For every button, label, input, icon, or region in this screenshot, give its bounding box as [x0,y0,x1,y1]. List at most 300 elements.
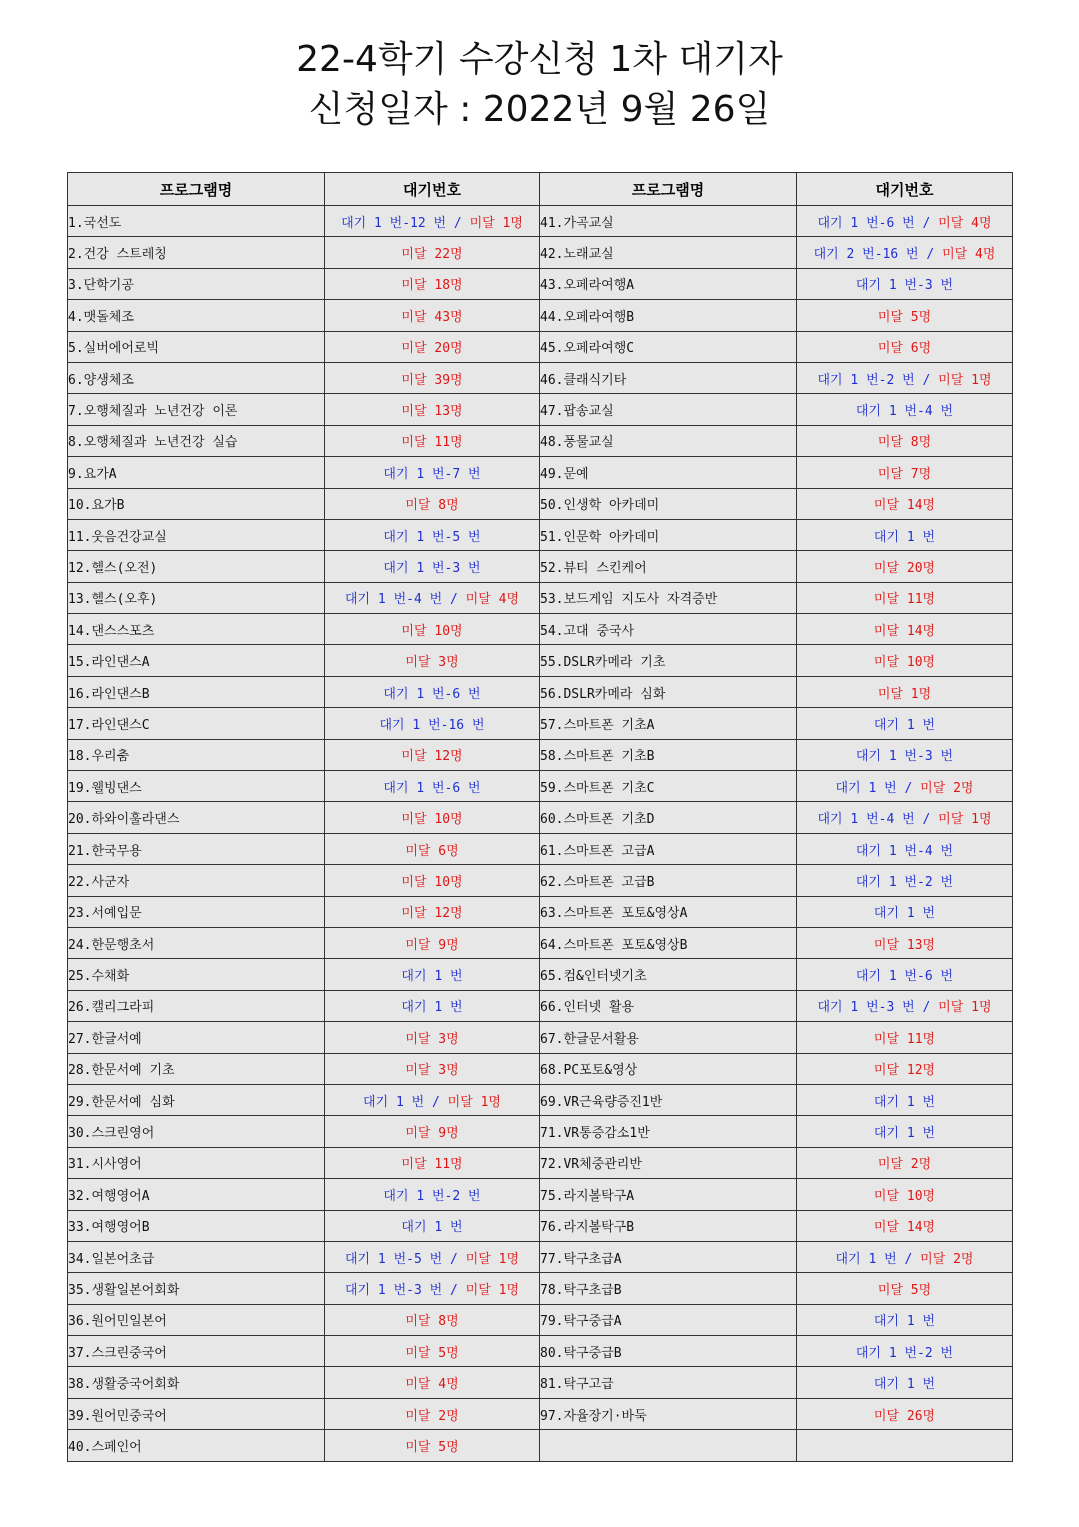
shortfall-count: 미달 14명 [873,1220,936,1236]
program-name-cell: 69.VR근육량증진1반 [540,1084,797,1115]
wait-number-cell [325,865,540,896]
program-name-cell: 42.노래교실 [540,237,797,268]
shortfall-count: 미달 14명 [873,498,936,514]
wait-number-cell [797,300,1013,331]
program-name-cell: 27.한글서예 [68,1022,325,1053]
wait-number-cell [797,1367,1013,1398]
wait-number-cell [325,645,540,676]
separator: / [914,372,939,388]
table-row [68,1084,1013,1115]
shortfall-count: 미달 1명 [469,215,523,231]
program-name-cell: 28.한문서예 기초 [68,1053,325,1084]
wait-number-cell [797,394,1013,425]
wait-number-cell [797,582,1013,613]
wait-number-cell [797,1398,1013,1429]
table-row [68,1398,1013,1429]
shortfall-count: 미달 9명 [405,937,459,953]
wait-number-cell [797,1084,1013,1115]
separator: / [446,215,470,231]
program-name-cell: 31.시사영어 [68,1147,325,1178]
program-name-cell: 49.문예 [540,457,797,488]
wait-number-cell [797,865,1013,896]
shortfall-count: 미달 13명 [401,404,463,420]
wait-number-cell [325,1147,540,1178]
wait-number-cell [797,551,1013,582]
wait-number-cell [325,896,540,927]
waitlist-range: 대기 1 번-12 번 [341,215,447,231]
shortfall-count: 미달 6명 [405,843,459,859]
waitlist-range: 대기 1 번-6 번 [817,215,915,231]
table-row [68,457,1013,488]
separator: / [914,812,939,828]
wait-number-cell [325,708,540,739]
waitlist-range: 대기 2 번-16 번 [813,247,919,263]
waitlist-range: 대기 1 번 [873,717,936,733]
waitlist-range: 대기 1 번-7 번 [383,466,481,482]
table-row [68,614,1013,645]
wait-number-cell [797,959,1013,990]
wait-number-cell [325,582,540,613]
table-row [68,519,1013,550]
waitlist-range: 대기 1 번-4 번 [855,843,954,859]
wait-number-cell [325,1367,540,1398]
program-name-cell: 76.라지볼탁구B [540,1210,797,1241]
shortfall-count: 미달 20명 [873,560,936,576]
shortfall-count: 미달 4명 [465,592,519,608]
table-row [68,1241,1013,1272]
table-row [68,551,1013,582]
wait-number-cell [797,1430,1013,1461]
wait-number-cell [797,457,1013,488]
table-row [68,300,1013,331]
wait-number-cell [325,206,540,237]
shortfall-count: 미달 2명 [877,1157,932,1173]
table-row [68,206,1013,237]
waitlist-range: 대기 1 번 [873,906,936,922]
separator: / [896,780,921,796]
program-name-cell: 3.단학기공 [68,268,325,299]
table-row [68,1053,1013,1084]
wait-number-cell [797,425,1013,456]
wait-number-cell [797,268,1013,299]
wait-number-cell [325,331,540,362]
wait-number-cell [797,1273,1013,1304]
program-name-cell: 13.헬스(오후) [68,582,325,613]
program-name-cell: 52.뷰티 스킨케어 [540,551,797,582]
table-row [68,833,1013,864]
program-name-cell: 68.PC포토&영상 [540,1053,797,1084]
program-name-cell: 43.오페라여행A [540,268,797,299]
wait-number-cell [797,1116,1013,1147]
wait-number-cell [797,331,1013,362]
shortfall-count: 미달 1명 [877,686,932,702]
program-name-cell: 78.탁구초급B [540,1273,797,1304]
shortfall-count: 미달 2명 [405,1408,459,1424]
program-name-cell: 77.탁구초급A [540,1241,797,1272]
waitlist-range: 대기 1 번-5 번 [383,529,481,545]
program-name-cell: 41.가곡교실 [540,206,797,237]
wait-number-cell [325,1084,540,1115]
waitlist-range: 대기 1 번-3 번 [855,749,954,765]
program-name-cell: 54.고대 중국사 [540,614,797,645]
waitlist-range: 대기 1 번-2 번 [817,372,915,388]
shortfall-count: 미달 20명 [401,341,463,357]
waitlist-range: 대기 1 번-6 번 [383,780,481,796]
document-title: 22-4학기 수강신청 1차 대기자 [296,39,783,80]
program-name-cell: 56.DSLR카메라 심화 [540,676,797,707]
shortfall-count: 미달 5명 [405,1439,459,1455]
waitlist-range: 대기 1 번-3 번 [344,1282,443,1298]
shortfall-count: 미달 13명 [873,937,936,953]
shortfall-count: 미달 4명 [942,247,996,263]
waitlist-range: 대기 1 번 [835,780,897,796]
waitlist-range: 대기 1 번 [873,1094,936,1110]
shortfall-count: 미달 10명 [873,1188,936,1204]
shortfall-count: 미달 11명 [401,435,463,451]
table-row [68,331,1013,362]
program-name-cell: 5.실버에어로빅 [68,331,325,362]
program-name-cell: 18.우리춤 [68,739,325,770]
waitlist-range: 대기 1 번-4 번 [344,592,443,608]
waitlist-range: 대기 1 번-3 번 [383,560,481,576]
wait-number-cell [797,927,1013,958]
wait-number-cell [325,1398,540,1429]
table-row [68,362,1013,393]
program-name-cell: 35.생활일본어회화 [68,1273,325,1304]
wait-number-cell [797,676,1013,707]
program-name-cell: 2.건강 스트레칭 [68,237,325,268]
shortfall-count: 미달 14명 [873,623,936,639]
program-name-cell: 36.원어민일본어 [68,1304,325,1335]
shortfall-count: 미달 1명 [938,372,992,388]
shortfall-count: 미달 11명 [401,1157,463,1173]
wait-number-cell [797,833,1013,864]
wait-number-cell [325,457,540,488]
shortfall-count: 미달 5명 [405,1345,459,1361]
shortfall-count: 미달 12명 [401,749,463,765]
table-row [68,645,1013,676]
wait-number-cell [325,676,540,707]
program-name-cell: 44.오페라여행B [540,300,797,331]
table-row [68,1116,1013,1147]
wait-number-cell [325,802,540,833]
shortfall-count: 미달 1명 [465,1251,519,1267]
wait-number-cell [325,1116,540,1147]
table-row [68,771,1013,802]
wait-number-cell [797,990,1013,1021]
waitlist-range: 대기 1 번 [401,969,463,985]
wait-number-cell [797,1179,1013,1210]
wait-number-cell [797,802,1013,833]
wait-number-cell [325,1304,540,1335]
column-header-waitnum-left: 대기번호 [325,173,540,206]
program-name-cell: 14.댄스스포츠 [68,614,325,645]
wait-number-cell [797,614,1013,645]
program-name-cell: 48.풍물교실 [540,425,797,456]
program-name-cell: 50.인생학 아카데미 [540,488,797,519]
wait-number-cell [797,1336,1013,1367]
wait-number-cell [325,551,540,582]
program-name-cell: 9.요가A [68,457,325,488]
table-header-row [68,173,1013,206]
table-row [68,708,1013,739]
shortfall-count: 미달 1명 [938,812,992,828]
shortfall-count: 미달 43명 [401,309,463,325]
wait-number-cell [797,1147,1013,1178]
wait-number-cell [325,990,540,1021]
program-name-cell: 33.여행영어B [68,1210,325,1241]
wait-number-cell [797,488,1013,519]
wait-number-cell [797,1053,1013,1084]
program-name-cell: 57.스마트폰 기초A [540,708,797,739]
waitlist-range: 대기 1 번 [873,1314,936,1330]
wait-number-cell [325,488,540,519]
program-name-cell: 25.수채화 [68,959,325,990]
waitlist-table [67,172,1013,1462]
waitlist-range: 대기 1 번-16 번 [379,717,485,733]
waitlist-range: 대기 1 번-5 번 [344,1251,443,1267]
waitlist-range: 대기 1 번-4 번 [855,404,954,420]
table-row [68,1179,1013,1210]
wait-number-cell [797,362,1013,393]
wait-number-cell [797,739,1013,770]
shortfall-count: 미달 8명 [877,435,932,451]
program-name-cell: 7.오행체질과 노년건강 이론 [68,394,325,425]
shortfall-count: 미달 2명 [920,780,974,796]
program-name-cell: 39.원어민중국어 [68,1398,325,1429]
wait-number-cell [325,739,540,770]
program-name-cell: 8.오행체질과 노년건강 실습 [68,425,325,456]
shortfall-count: 미달 22명 [401,247,463,263]
waitlist-range: 대기 1 번-2 번 [855,874,954,890]
shortfall-count: 미달 10명 [401,812,463,828]
table-row [68,990,1013,1021]
table-row [68,394,1013,425]
table-row [68,268,1013,299]
table-row [68,1273,1013,1304]
waitlist-range: 대기 1 번-3 번 [817,1000,915,1016]
wait-number-cell [797,1304,1013,1335]
wait-number-cell [325,237,540,268]
waitlist-range: 대기 1 번-4 번 [817,812,915,828]
wait-number-cell [797,1241,1013,1272]
wait-number-cell [797,237,1013,268]
wait-number-cell [325,425,540,456]
waitlist-range: 대기 1 번-2 번 [855,1345,954,1361]
shortfall-count: 미달 10명 [401,874,463,890]
program-name-cell: 20.하와이훌라댄스 [68,802,325,833]
program-name-cell: 1.국선도 [68,206,325,237]
table-row [68,896,1013,927]
wait-number-cell [325,394,540,425]
shortfall-count: 미달 4명 [938,215,992,231]
wait-number-cell [797,1210,1013,1241]
shortfall-count: 미달 6명 [877,341,932,357]
program-name-cell: 6.양생체조 [68,362,325,393]
waitlist-range: 대기 1 번 [401,1220,463,1236]
shortfall-count: 미달 12명 [873,1063,936,1079]
program-name-cell: 59.스마트폰 기초C [540,771,797,802]
column-header-waitnum-right: 대기번호 [797,173,1013,206]
column-header-program-right: 프로그램명 [540,173,797,206]
table-row [68,1147,1013,1178]
program-name-cell: 81.탁구고급 [540,1367,797,1398]
shortfall-count: 미달 1명 [465,1282,519,1298]
wait-number-cell [797,206,1013,237]
shortfall-count: 미달 4명 [405,1377,459,1393]
program-name-cell: 51.인문학 아카데미 [540,519,797,550]
separator: / [442,592,466,608]
waitlist-range: 대기 1 번 [873,529,936,545]
wait-number-cell [325,1022,540,1053]
wait-number-cell [325,614,540,645]
program-name-cell: 53.보드게임 지도사 자격증반 [540,582,797,613]
column-header-program-left: 프로그램명 [68,173,325,206]
program-name-cell: 64.스마트폰 포토&영상B [540,927,797,958]
table-row [68,425,1013,456]
wait-number-cell [797,645,1013,676]
program-name-cell: 61.스마트폰 고급A [540,833,797,864]
table-row [68,1304,1013,1335]
wait-number-cell [325,1430,540,1461]
program-name-cell: 47.팝송교실 [540,394,797,425]
table-row [68,582,1013,613]
program-name-cell [540,1430,797,1461]
table-row [68,1210,1013,1241]
table-row [68,739,1013,770]
document-subtitle: 신청일자 : 2022년 9월 26일 [308,89,771,130]
shortfall-count: 미달 5명 [877,1282,932,1298]
program-name-cell: 11.웃음건강교실 [68,519,325,550]
shortfall-count: 미달 1명 [447,1094,501,1110]
wait-number-cell [325,1273,540,1304]
program-name-cell: 38.생활중국어회화 [68,1367,325,1398]
shortfall-count: 미달 18명 [401,278,463,294]
shortfall-count: 미달 39명 [401,372,463,388]
table-row [68,488,1013,519]
program-name-cell: 40.스페인어 [68,1430,325,1461]
program-name-cell: 79.탁구중급A [540,1304,797,1335]
table-row [68,1336,1013,1367]
program-name-cell: 32.여행영어A [68,1179,325,1210]
wait-number-cell [325,1179,540,1210]
waitlist-range: 대기 1 번-6 번 [855,969,954,985]
waitlist-range: 대기 1 번 [835,1251,897,1267]
wait-number-cell [325,1053,540,1084]
program-name-cell: 15.라인댄스A [68,645,325,676]
program-name-cell: 17.라인댄스C [68,708,325,739]
wait-number-cell [797,896,1013,927]
separator: / [442,1251,466,1267]
program-name-cell: 60.스마트폰 기초D [540,802,797,833]
program-name-cell: 72.VR체중관리반 [540,1147,797,1178]
separator: / [914,1000,939,1016]
program-name-cell: 26.캘리그라피 [68,990,325,1021]
shortfall-count: 미달 10명 [873,655,936,671]
wait-number-cell [325,268,540,299]
program-name-cell: 71.VR통증감소1반 [540,1116,797,1147]
wait-number-cell [797,771,1013,802]
shortfall-count: 미달 1명 [938,1000,992,1016]
table-row [68,865,1013,896]
program-name-cell: 80.탁구중급B [540,1336,797,1367]
shortfall-count: 미달 11명 [873,592,936,608]
separator: / [442,1282,466,1298]
shortfall-count: 미달 2명 [920,1251,974,1267]
shortfall-count: 미달 7명 [877,466,932,482]
program-name-cell: 30.스크린영어 [68,1116,325,1147]
shortfall-count: 미달 5명 [877,309,932,325]
table-row [68,1430,1013,1461]
program-name-cell: 55.DSLR카메라 기초 [540,645,797,676]
table-row [68,1022,1013,1053]
program-name-cell: 4.맷돌체조 [68,300,325,331]
program-name-cell: 66.인터넷 활용 [540,990,797,1021]
shortfall-count: 미달 12명 [401,906,463,922]
program-name-cell: 24.한문행초서 [68,927,325,958]
program-name-cell: 29.한문서예 심화 [68,1084,325,1115]
shortfall-count: 미달 10명 [401,623,463,639]
waitlist-range: 대기 1 번 [873,1377,936,1393]
wait-number-cell [325,1241,540,1272]
wait-number-cell [325,300,540,331]
wait-number-cell [325,362,540,393]
table-row [68,676,1013,707]
waitlist-range: 대기 1 번-6 번 [383,686,481,702]
program-name-cell: 63.스마트폰 포토&영상A [540,896,797,927]
program-name-cell: 10.요가B [68,488,325,519]
wait-number-cell [325,959,540,990]
wait-number-cell [325,1210,540,1241]
waitlist-range: 대기 1 번 [363,1094,425,1110]
program-name-cell: 19.웰빙댄스 [68,771,325,802]
wait-number-cell [797,708,1013,739]
program-name-cell: 23.서예입문 [68,896,325,927]
waitlist-range: 대기 1 번 [873,1126,936,1142]
shortfall-count: 미달 3명 [405,655,459,671]
separator: / [424,1094,448,1110]
program-name-cell: 16.라인댄스B [68,676,325,707]
shortfall-count: 미달 9명 [405,1126,459,1142]
program-name-cell: 75.라지볼탁구A [540,1179,797,1210]
table-row [68,959,1013,990]
table-row [68,927,1013,958]
program-name-cell: 62.스마트폰 고급B [540,865,797,896]
wait-number-cell [325,833,540,864]
program-name-cell: 34.일본어초급 [68,1241,325,1272]
program-name-cell: 12.헬스(오전) [68,551,325,582]
waitlist-range: 대기 1 번 [401,1000,463,1016]
waitlist-range: 대기 1 번-2 번 [383,1188,481,1204]
shortfall-count: 미달 8명 [405,1314,459,1330]
program-name-cell: 97.자율장기·바둑 [540,1398,797,1429]
table-row [68,802,1013,833]
program-name-cell: 22.사군자 [68,865,325,896]
program-name-cell: 58.스마트폰 기초B [540,739,797,770]
wait-number-cell [797,1022,1013,1053]
wait-number-cell [797,519,1013,550]
wait-number-cell [325,1336,540,1367]
waitlist-range: 대기 1 번-3 번 [855,278,954,294]
program-name-cell: 46.클래식기타 [540,362,797,393]
shortfall-count: 미달 11명 [873,1031,936,1047]
wait-number-cell [325,771,540,802]
program-name-cell: 21.한국무용 [68,833,325,864]
program-name-cell: 65.컴&인터넷기초 [540,959,797,990]
wait-number-cell [325,519,540,550]
table-row [68,1367,1013,1398]
wait-number-cell [325,927,540,958]
